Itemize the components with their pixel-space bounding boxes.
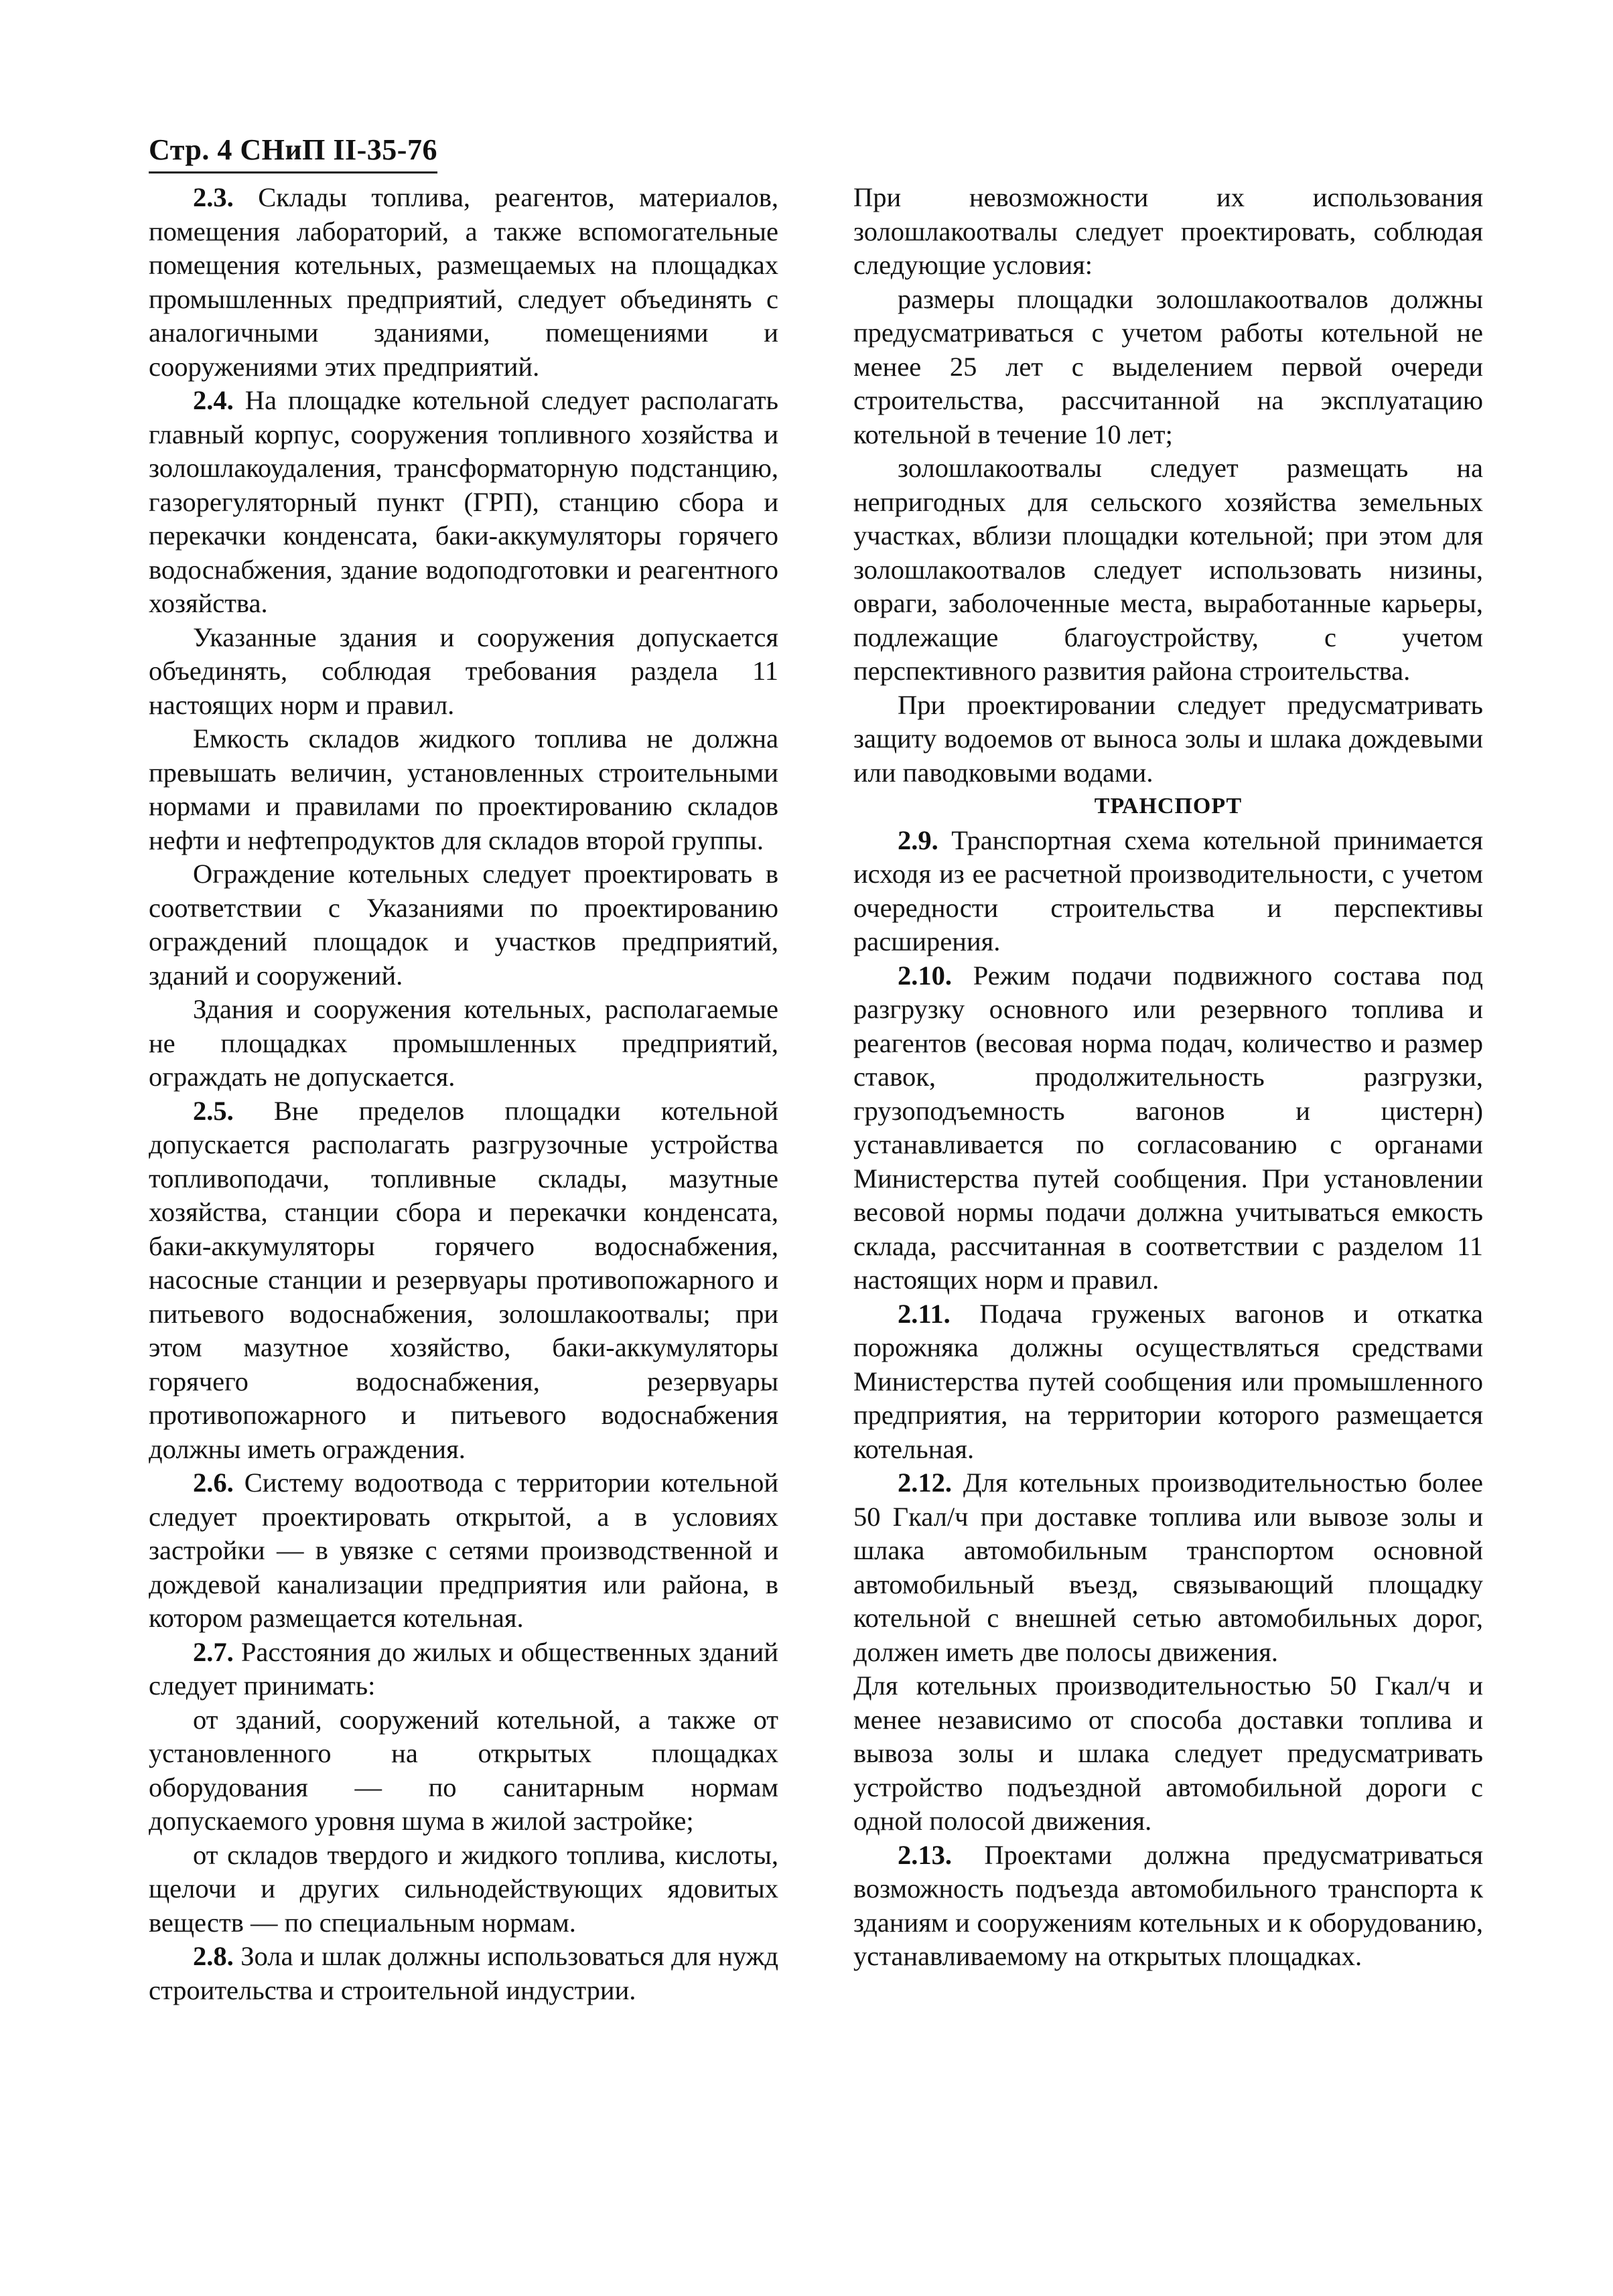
paragraph bbox=[149, 722, 778, 857]
paragraph bbox=[853, 959, 1483, 1297]
paragraph-text: Для котельных производительностью более 50 Гкал/ч при доставке топлива или вывозе золы и шлака автомобильным транспортом основной автомобильный въезд, связывающий площадку котельной с внешней сетью автомобильных дорог, должен иметь две полосы движения. bbox=[853, 1467, 1483, 1667]
paragraph bbox=[149, 181, 778, 384]
clause-number: 2.10. bbox=[898, 960, 952, 991]
paragraph bbox=[853, 1297, 1483, 1467]
paragraph-text: Зола и шлак должны использоваться для нужд строительства и строительной индустрии. bbox=[149, 1941, 778, 2005]
paragraph bbox=[853, 181, 1483, 283]
paragraph-text: Расстояния до жилых и общественных зданий следует принимать: bbox=[149, 1636, 778, 1701]
paragraph bbox=[149, 857, 778, 993]
paragraph bbox=[149, 1466, 778, 1636]
left-column bbox=[149, 181, 778, 2007]
clause-number: 2.5. bbox=[193, 1095, 234, 1126]
paragraph-text: Указанные здания и сооружения допускается объединять, соблюдая требования раздела 11 настоящих норм и правил. bbox=[149, 622, 778, 720]
paragraph-text: Подача груженых вагонов и откатка порожняка должны осуществляться средствами Министерства путей сообщения или промышленного предприятия, на территории которого размещается котельная. bbox=[853, 1298, 1483, 1464]
paragraph-text: Ограждение котельных следует проектировать в соответствии с Указаниями по проектированию ограждений площадок и участков предприятий, зданий и сооружений. bbox=[149, 859, 778, 991]
paragraph-text: от складов твердого и жидкого топлива, кислоты, щелочи и других сильнодействующих ядовитых веществ — по специальным нормам. bbox=[149, 1839, 778, 1938]
paragraph-text: Транспортная схема котельной принимается исходя из ее расчетной производительности, с учетом очередности строительства и перспективы расширения. bbox=[853, 824, 1483, 956]
paragraph-text: При невозможности их использования золошлакоотвалы следует проектировать, соблюдая следующие условия: bbox=[853, 182, 1483, 280]
clause-number: 2.6. bbox=[193, 1467, 234, 1498]
paragraph bbox=[149, 1094, 778, 1467]
clause-number: 2.4. bbox=[193, 385, 234, 415]
clause-number: 2.3. bbox=[193, 182, 234, 212]
paragraph bbox=[149, 1703, 778, 1839]
clause-number: 2.8. bbox=[193, 1941, 234, 1971]
page-header: Стр. 4 СНиП II-35-76 bbox=[149, 131, 437, 173]
paragraph-text: Для котельных производительностью 50 Гкал/ч и менее независимо от способа доставки топлива и вывоза золы и шлака следует предусматривать устройство подъездной автомобильной дороги с одной полосой движения. bbox=[853, 1670, 1483, 1836]
paragraph bbox=[853, 283, 1483, 452]
clause-number: 2.12. bbox=[898, 1467, 952, 1498]
paragraph bbox=[149, 621, 778, 723]
paragraph-text: Вне пределов площадки котельной допускается располагать разгрузочные устройства топливоподачи, топливные склады, мазутные хозяйства, станции сбора и перекачки конденсата, баки-аккумуляторы горячего водоснабжения, насосные станции и резервуары противопожарного и питьевого водоснабжения, золошлакоотвалы; при этом мазутное хозяйство, баки-аккумуляторы горячего водоснабжения, резервуары противопожарного и питьевого водоснабжения должны иметь ограждения. bbox=[149, 1095, 778, 1464]
paragraph bbox=[853, 689, 1483, 790]
paragraph-text: Систему водоотвода с территории котельной следует проектировать открытой, а в условиях застройки — в увязке с сетями производственной и дождевой канализации предприятия или района, в котором размещается котельная. bbox=[149, 1467, 778, 1633]
paragraph bbox=[149, 1940, 778, 2007]
paragraph-text: При проектировании следует предусматривать защиту водоемов от выноса золы и шлака дождевыми или паводковыми водами. bbox=[853, 689, 1483, 788]
clause-number: 2.13. bbox=[898, 1839, 952, 1870]
clause-number: 2.7. bbox=[193, 1636, 234, 1667]
right-column bbox=[853, 181, 1483, 1974]
paragraph bbox=[149, 384, 778, 621]
paragraph-text: от зданий, сооружений котельной, а также от установленного на открытых площадках оборудования — по санитарным нормам допускаемого уровня шума в жилой застройке; bbox=[149, 1704, 778, 1836]
paragraph-text: золошлакоотвалы следует размещать на непригодных для сельского хозяйства земельных участках, вблизи площадки котельной; при этом для золошлакоотвалов следует использовать низины, овраги, заболоченные места, выработанные карьеры, подлежащие благоустройству, с учетом перспективного развития района строительства. bbox=[853, 453, 1483, 686]
paragraph bbox=[853, 451, 1483, 689]
section-title: ТРАНСПОРТ bbox=[1094, 794, 1243, 818]
paragraph-text: На площадке котельной следует располагать главный корпус, сооружения топливного хозяйства и золошлакоудаления, трансформаторную подстанцию, газорегуляторный пункт (ГРП), станцию сбора и перекачки конденсата, баки-аккумуляторы горячего водоснабжения, здание водоподготовки и реагентного хозяйства. bbox=[149, 385, 778, 618]
paragraph-text: Проектами должна предусматриваться возможность подъезда автомобильного транспорта к зданиям и сооружениям котельных и к оборудованию, устанавливаемому на открытых площадках. bbox=[853, 1839, 1483, 1971]
paragraph-text: Здания и сооружения котельных, располагаемые не площадках промышленных предприятий, ограждать не допускается. bbox=[149, 994, 778, 1092]
paragraph-text: Режим подачи подвижного состава под разгрузку основного или резервного топлива и реагентов (весовая норма подач, количество и размер ставок, продолжительность разгрузки, грузоподъемность вагонов и цистерн) устанавливается по согласованию с органами Министерства путей сообщения. При установлении весовой нормы подачи должна учитываться емкость склада, рассчитанная в соответствии с разделом 11 настоящих норм и правил. bbox=[853, 960, 1483, 1295]
paragraph-text: Склады топлива, реагентов, материалов, помещения лабораторий, а также вспомогательные помещения котельных, размещаемых на площадках промышленных предприятий, следует объединять с аналогичными зданиями, помещениями и сооружениями этих предприятий. bbox=[149, 182, 778, 382]
clause-number: 2.9. bbox=[898, 824, 938, 855]
paragraph-text: Емкость складов жидкого топлива не должна превышать величин, установленных строительными нормами и правилами по проектированию складов нефти и нефтепродуктов для складов второй группы. bbox=[149, 723, 778, 855]
paragraph bbox=[149, 1636, 778, 1703]
paragraph bbox=[853, 1466, 1483, 1669]
paragraph bbox=[149, 993, 778, 1094]
paragraph bbox=[853, 1839, 1483, 1974]
paragraph-text: размеры площадки золошлакоотвалов должны предусматриваться с учетом работы котельной не менее 25 лет с выделением первой очереди строительства, рассчитанной на эксплуатацию котельной в течение 10 лет; bbox=[853, 283, 1483, 449]
paragraph bbox=[853, 1669, 1483, 1839]
clause-number: 2.11. bbox=[898, 1298, 951, 1329]
paragraph bbox=[149, 1839, 778, 1940]
paragraph bbox=[853, 824, 1483, 959]
